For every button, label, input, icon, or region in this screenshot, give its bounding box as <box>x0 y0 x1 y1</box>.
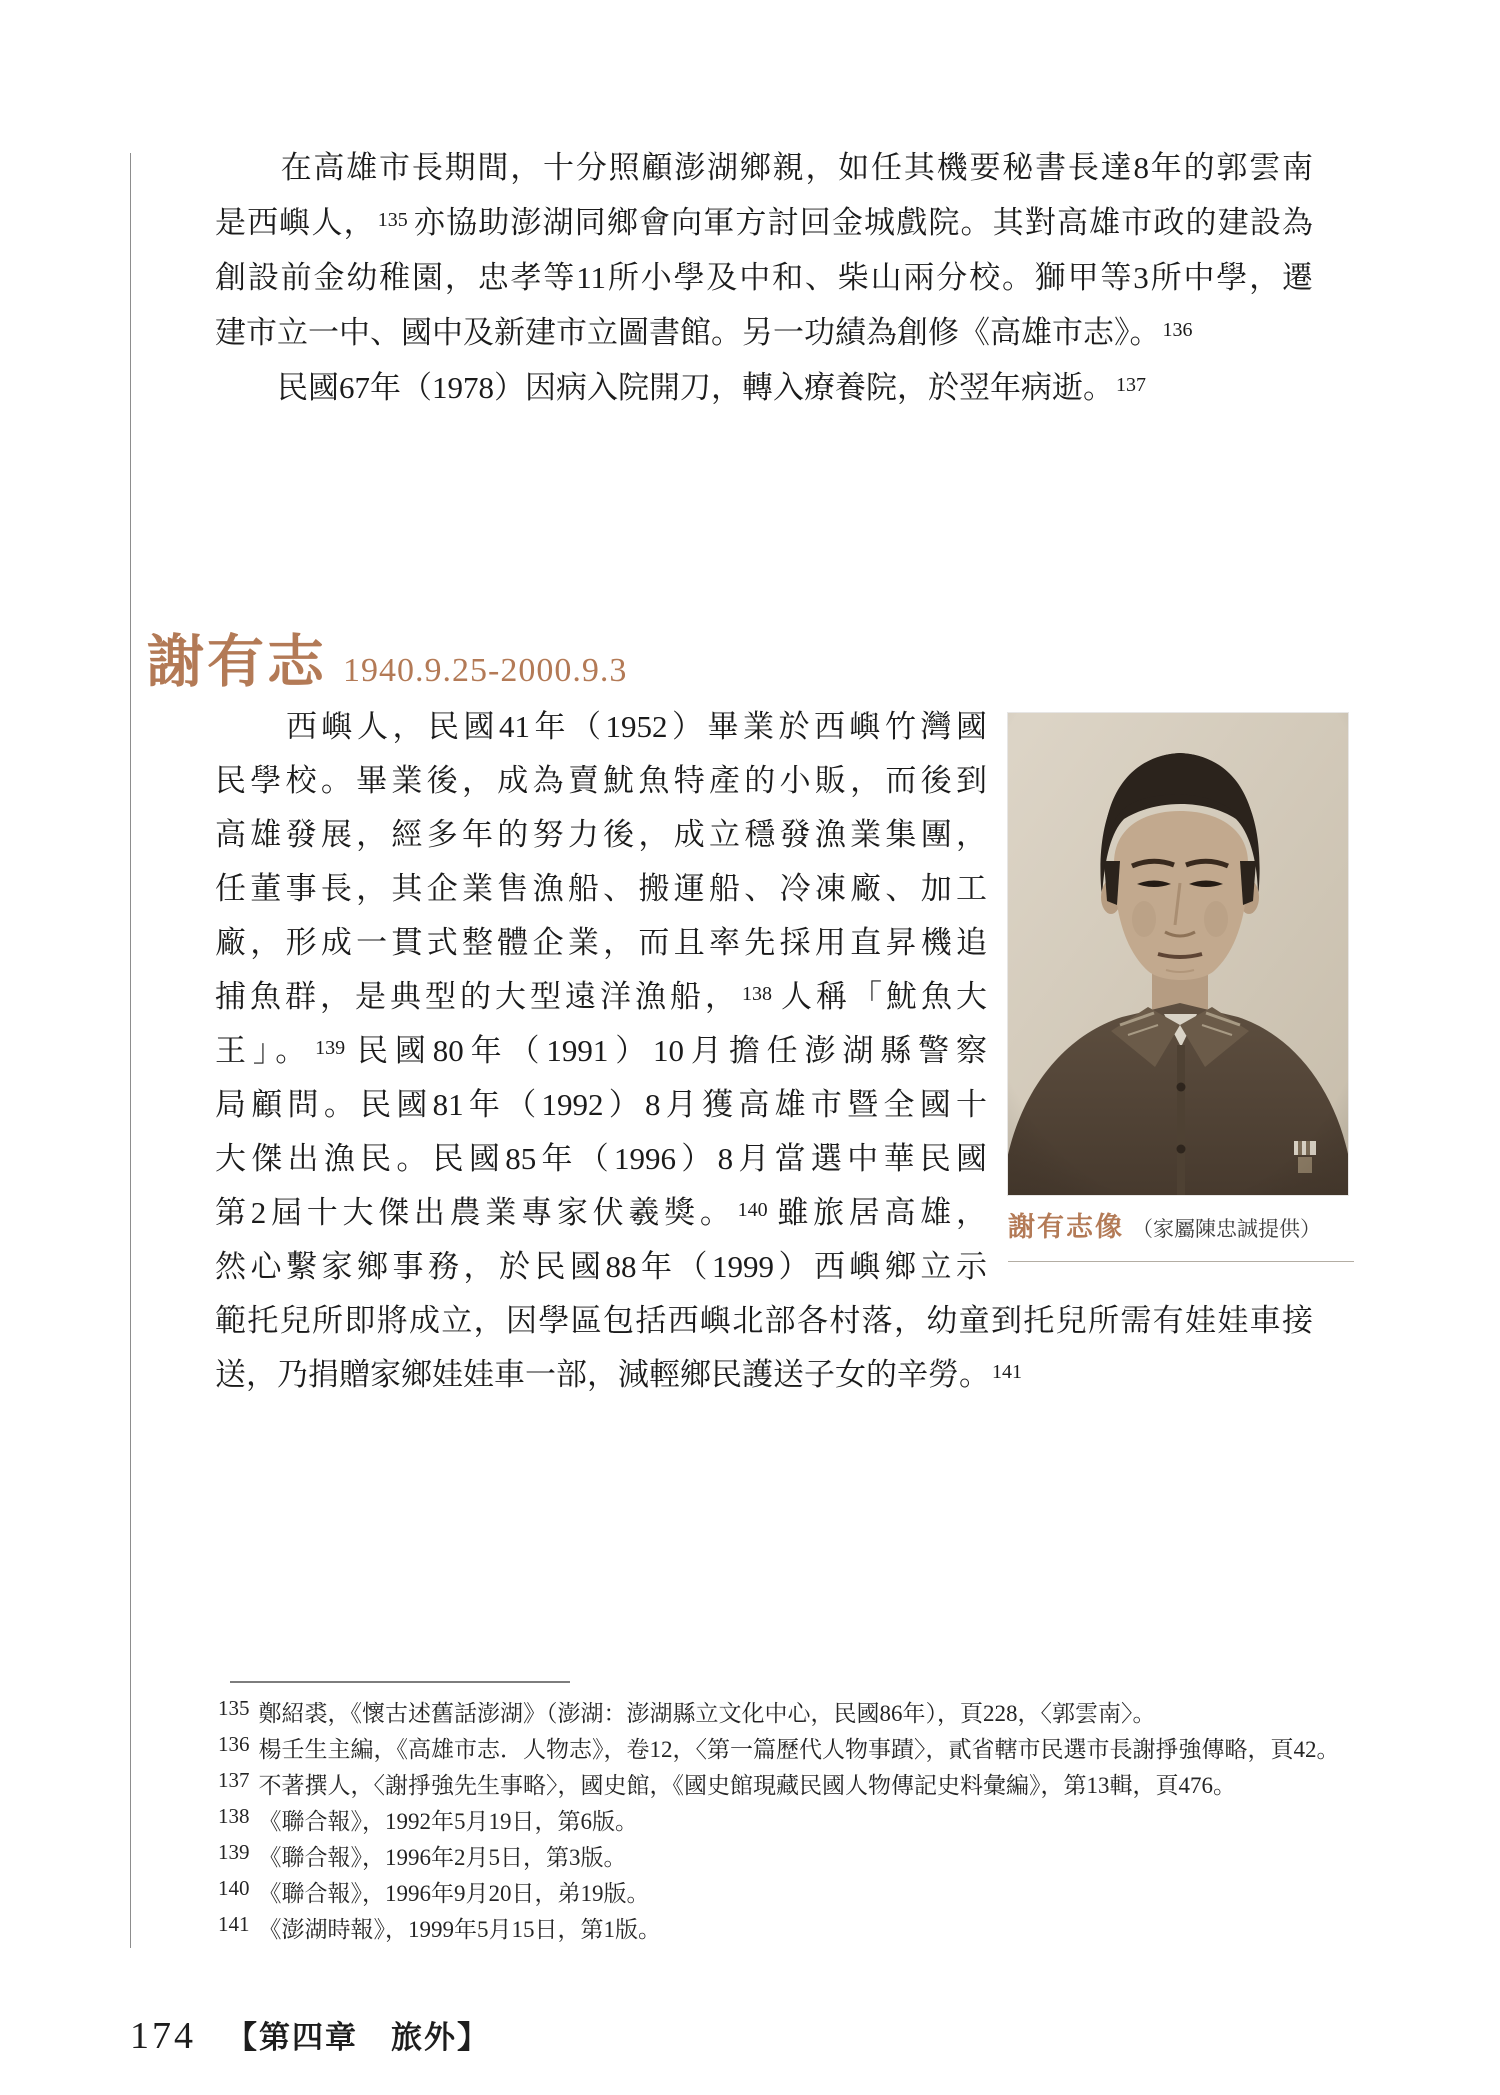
text-line: 廠，形成一貫式整體企業，而且率先採用直昇機追 <box>215 925 987 960</box>
margin-rule <box>130 153 131 1948</box>
text-line: 在高雄市長期間，十分照顧澎湖鄉親，如任其機要秘書長達8年的郭雲南 <box>215 150 1313 185</box>
text-line: 送，乃捐贈家鄉娃娃車一部，減輕鄉民護送子女的辛勞。 $^{141}$ <box>215 1357 1022 1392</box>
page-number: 174 <box>130 2015 196 2057</box>
section-heading <box>147 616 627 698</box>
footnote-ref: 139 <box>315 1037 346 1059</box>
biography-fullwidth-text <box>215 1294 1313 1402</box>
footnote-text: 《聯合報》，1996年9月20日，弟19版。 <box>258 1881 650 1906</box>
text-line: 捕魚群，是典型的大型遠洋漁船， $^{138}$ 人稱「魷魚大 <box>215 979 987 1014</box>
footnote-ref: 138 <box>742 983 772 1005</box>
intro-paragraph <box>215 140 1313 415</box>
biography-column-text <box>215 700 987 1294</box>
footnote <box>218 1732 1388 1768</box>
footnote-ref: 135 <box>377 209 408 231</box>
text-line: 任董事長，其企業售漁船、搬運船、冷凍廠、加工 <box>215 871 987 906</box>
footnote <box>218 1768 1388 1804</box>
footnote-number: 137 <box>218 1768 250 1792</box>
text-line: 王」。 $^{139}$ 民國80年（1991）10月擔任澎湖縣警察 <box>215 1033 988 1068</box>
footnote-number: 138 <box>218 1804 250 1828</box>
text-line: 民學校。畢業後，成為賣魷魚特產的小販，而後到 <box>215 763 987 798</box>
footnote-text: 《聯合報》，1992年5月19日，第6版。 <box>258 1809 638 1834</box>
text-line: 局顧問。民國81年（1992）8月獲高雄市暨全國十 <box>215 1087 987 1122</box>
caption-underline <box>1008 1261 1354 1262</box>
person-dates: 1940.9.25-2000.9.3 <box>343 652 628 689</box>
text-line: 範托兒所即將成立，因學區包括西嶼北部各村落，幼童到托兒所需有娃娃車接 <box>215 1303 1313 1338</box>
footnotes <box>218 1696 1388 1948</box>
page-footer <box>130 2012 490 2058</box>
footnote-ref: 141 <box>992 1361 1022 1383</box>
photo-caption-credit: （家屬陳忠誠提供） <box>1132 1218 1321 1241</box>
footnote-text: 鄭紹裘，《懷古述舊話澎湖》（澎湖：澎湖縣立文化中心，民國86年），頁228，〈郭雲南〉。 <box>258 1701 1156 1726</box>
footnote-text: 《聯合報》，1996年2月5日，第3版。 <box>258 1845 627 1870</box>
person-name: 謝有志 <box>147 631 327 694</box>
text-line: 民國67年（1978）因病入院開刀，轉入療養院，於翌年病逝。 $^{137}$ <box>215 370 1146 405</box>
footnote-ref: 140 <box>737 1199 768 1221</box>
footnote-ref: 137 <box>1116 374 1146 396</box>
footnote <box>218 1912 1388 1948</box>
footnote-number: 140 <box>218 1876 250 1900</box>
text-line: 大傑出漁民。民國85年（1996）8月當選中華民國 <box>215 1141 987 1176</box>
text-line: 然心繫家鄉事務，於民國88年（1999）西嶼鄉立示 <box>215 1249 987 1284</box>
photo-caption <box>1008 1205 1378 1244</box>
footnote-text: 《澎湖時報》，1999年5月15日，第1版。 <box>258 1917 661 1942</box>
text-line: 高雄發展，經多年的努力後，成立穩發漁業集團， <box>215 817 987 852</box>
portrait-photo <box>1008 713 1348 1195</box>
text-line: 建市立一中、國中及新建市立圖書館。另一功績為創修《高雄市志》。 $^{136}$ <box>215 315 1193 350</box>
footnote <box>218 1696 1388 1732</box>
footnote <box>218 1804 1388 1840</box>
footnote-text: 楊壬生主編，《高雄市志．人物志》，卷12，〈第一篇歷代人物事蹟〉，貳省轄市民選市長謝掙強傳略，頁42。 <box>258 1737 1340 1762</box>
text-line: 創設前金幼稚園，忠孝等11所小學及中和、柴山兩分校。獅甲等3所中學，遷 <box>215 260 1313 295</box>
chapter-title: 【第四章 旅外】 <box>226 2020 490 2055</box>
footnote-number: 139 <box>218 1840 250 1864</box>
footnote-separator <box>230 1681 570 1683</box>
text-line: 西嶼人，民國41年（1952）畢業於西嶼竹灣國 <box>215 709 987 744</box>
footnote-ref: 136 <box>1162 319 1193 341</box>
text-line: 是西嶼人， $^{135}$ 亦協助澎湖同鄉會向軍方討回金城戲院。其對高雄市政的建設為 <box>215 205 1314 240</box>
footnote-text: 不著撰人，〈謝掙強先生事略〉，國史館，《國史館現藏民國人物傳記史料彙編》，第13輯，頁476。 <box>258 1773 1236 1798</box>
portrait-photo-illustration <box>1008 713 1348 1195</box>
footnote-number: 141 <box>218 1912 250 1936</box>
photo-caption-title: 謝有志像 <box>1008 1212 1124 1242</box>
text-line: 第2屆十大傑出農業專家伏羲獎。 $^{140}$ 雖旅居高雄， <box>215 1195 988 1230</box>
footnote-number: 136 <box>218 1732 250 1756</box>
footnote <box>218 1840 1388 1876</box>
footnote <box>218 1876 1388 1912</box>
footnote-number: 135 <box>218 1696 250 1720</box>
